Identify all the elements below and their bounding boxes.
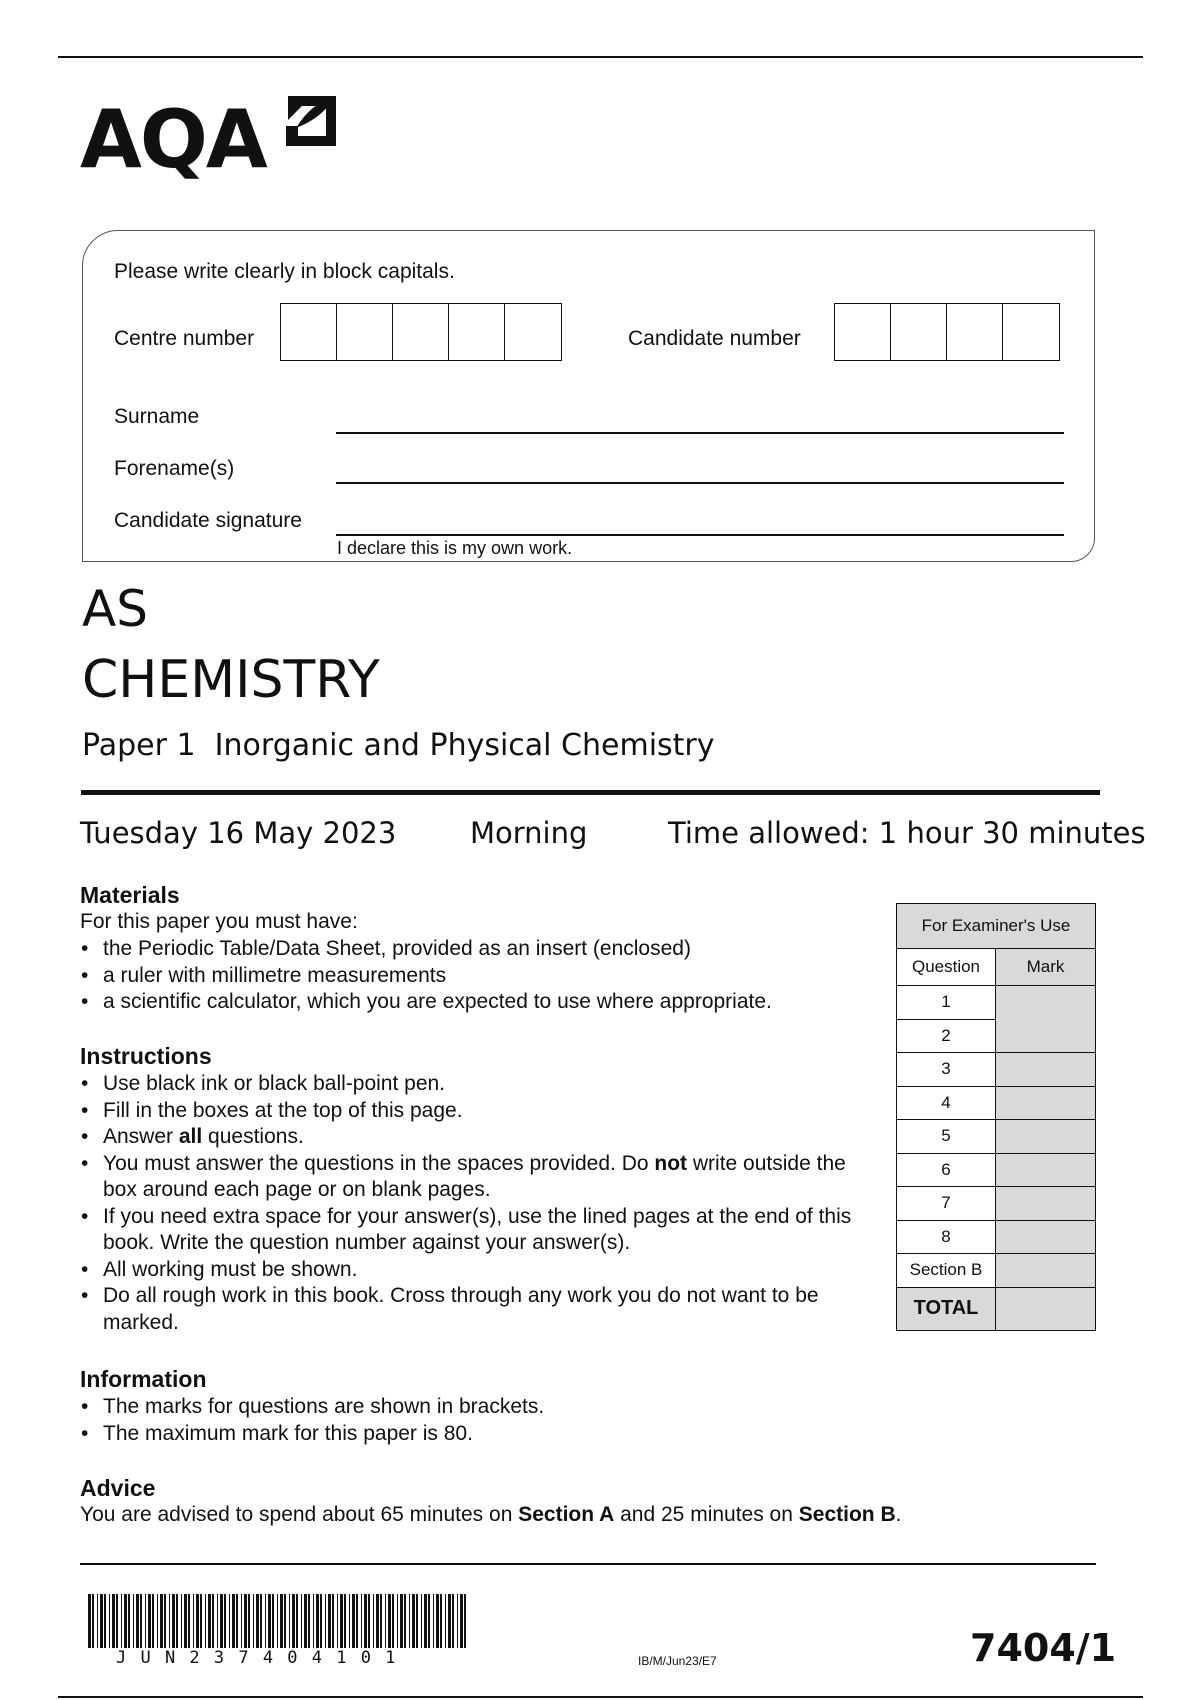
list-item: • The maximum mark for this paper is 80.: [80, 1421, 880, 1448]
materials-heading: Materials: [80, 882, 180, 908]
mark-cell: [996, 1120, 1096, 1154]
list-item: [80, 1151, 880, 1204]
candidate-signature-field[interactable]: [336, 534, 1064, 536]
advice-text-part: You are advised to spend about 65 minutes on: [80, 1503, 519, 1526]
table-row: [897, 1254, 1096, 1288]
barcode-icon: [88, 1594, 468, 1648]
subject-title: CHEMISTRY: [82, 650, 380, 710]
centre-number-digit[interactable]: [505, 304, 561, 360]
list-item: [80, 1124, 880, 1151]
question-column-header: Question: [897, 949, 996, 986]
advice-section-b: Section B: [798, 1503, 896, 1526]
question-number-cell: 1: [897, 986, 996, 1020]
candidate-number-digit[interactable]: [835, 304, 891, 360]
advice-section-a: Section A: [518, 1503, 615, 1526]
examiner-table-title: For Examiner's Use: [897, 904, 1096, 949]
bottom-rule: [58, 1696, 1143, 1698]
table-row: [897, 1187, 1096, 1221]
paper-title: [82, 728, 715, 763]
mark-cell: [996, 1220, 1096, 1254]
list-item: • All working must be shown.: [80, 1257, 880, 1284]
mark-cell: [996, 1254, 1096, 1288]
advice-text: [80, 1502, 901, 1528]
list-item: • The marks for questions are shown in brackets.: [80, 1394, 880, 1421]
centre-number-digit[interactable]: [449, 304, 505, 360]
paper-code: 7404/1: [970, 1626, 1117, 1670]
list-item: • a scientific calculator, which you are expected to use where appropriate.: [80, 989, 880, 1016]
information-list: [80, 1394, 880, 1447]
forenames-field[interactable]: [336, 482, 1064, 484]
table-row: [897, 1086, 1096, 1120]
list-item: • the Periodic Table/Data Sheet, provided as an insert (enclosed): [80, 936, 880, 963]
list-item-emphasis: all: [178, 1125, 203, 1148]
mark-cell: [996, 1187, 1096, 1221]
total-mark-cell: [996, 1287, 1096, 1330]
block-capitals-instruction: Please write clearly in block capitals.: [114, 260, 455, 283]
qualification-level: AS: [82, 580, 148, 638]
exam-session: Morning: [470, 816, 588, 850]
mark-cell: [996, 1086, 1096, 1120]
paper-number: Paper 1: [82, 728, 196, 763]
table-row: [897, 986, 1096, 1020]
surname-field[interactable]: [336, 432, 1064, 434]
question-number-cell: 4: [897, 1086, 996, 1120]
advice-text-part: .: [895, 1503, 902, 1526]
list-item: • If you need extra space for your answer(s), use the lined pages at the end of this book. Write the question number against your answer(s).: [80, 1204, 880, 1257]
exam-date: Tuesday 16 May 2023: [80, 816, 397, 850]
instructions-list: [80, 1071, 880, 1336]
list-item-text: Answer: [103, 1125, 179, 1148]
list-item-emphasis: not: [654, 1151, 688, 1175]
question-number-cell: Section B: [897, 1254, 996, 1288]
candidate-number-boxes[interactable]: [834, 303, 1060, 361]
forenames-label: Forename(s): [114, 457, 235, 480]
table-row: [897, 1153, 1096, 1187]
aqa-logo-icon: [282, 92, 340, 154]
list-item-text: write outside the box around each page or on blank pages.: [103, 1151, 846, 1201]
centre-number-label: Centre number: [114, 327, 255, 350]
list-item: • Do all rough work in this book. Cross through any work you do not want to be marked.: [80, 1283, 880, 1336]
information-heading: Information: [80, 1366, 207, 1392]
title-rule: [81, 790, 1100, 795]
declaration-text: I declare this is my own work.: [337, 538, 573, 558]
question-number-cell: 5: [897, 1120, 996, 1154]
paper-name: Inorganic and Physical Chemistry: [214, 728, 715, 763]
centre-number-digit[interactable]: [281, 304, 337, 360]
centre-number-digit[interactable]: [393, 304, 449, 360]
table-row: [897, 1220, 1096, 1254]
materials-intro: For this paper you must have:: [80, 910, 358, 933]
list-item: • Use black ink or black ball-point pen.: [80, 1071, 880, 1098]
mark-cell: [996, 986, 1096, 1053]
candidate-signature-label: Candidate signature: [114, 509, 302, 532]
mark-cell: [996, 1053, 1096, 1087]
list-item: • a ruler with millimetre measurements: [80, 963, 880, 990]
materials-list: [80, 936, 880, 1016]
question-number-cell: 3: [897, 1053, 996, 1087]
examiner-use-table: [896, 903, 1096, 1331]
footer-rule: [80, 1563, 1096, 1565]
aqa-logo-text: AQA: [80, 93, 266, 186]
candidate-number-label: Candidate number: [628, 327, 801, 350]
top-rule: [58, 56, 1143, 58]
paper-reference: IB/M/Jun23/E7: [638, 1654, 717, 1668]
surname-label: Surname: [114, 405, 200, 428]
advice-text-part: and 25 minutes on: [614, 1503, 799, 1526]
centre-number-digit[interactable]: [337, 304, 393, 360]
list-item: • Fill in the boxes at the top of this page.: [80, 1098, 880, 1125]
table-row: [897, 1053, 1096, 1087]
table-row: [897, 1120, 1096, 1154]
total-label: TOTAL: [897, 1287, 996, 1330]
centre-number-boxes[interactable]: [280, 303, 562, 361]
question-number-cell: 7: [897, 1187, 996, 1221]
mark-column-header: Mark: [996, 949, 1096, 986]
list-item-text: questions.: [202, 1125, 304, 1148]
advice-heading: Advice: [80, 1475, 156, 1501]
barcode-number: J U N 2 3 7 4 0 4 1 0 1: [116, 1648, 398, 1668]
instructions-heading: Instructions: [80, 1043, 212, 1069]
candidate-number-digit[interactable]: [947, 304, 1003, 360]
question-number-cell: 8: [897, 1220, 996, 1254]
question-number-cell: 2: [897, 1019, 996, 1053]
candidate-number-digit[interactable]: [891, 304, 947, 360]
question-number-cell: 6: [897, 1153, 996, 1187]
mark-cell: [996, 1153, 1096, 1187]
candidate-number-digit[interactable]: [1003, 304, 1059, 360]
list-item-text: You must answer the questions in the spaces provided. Do: [103, 1151, 655, 1175]
time-allowed: Time allowed: 1 hour 30 minutes: [668, 816, 1146, 850]
